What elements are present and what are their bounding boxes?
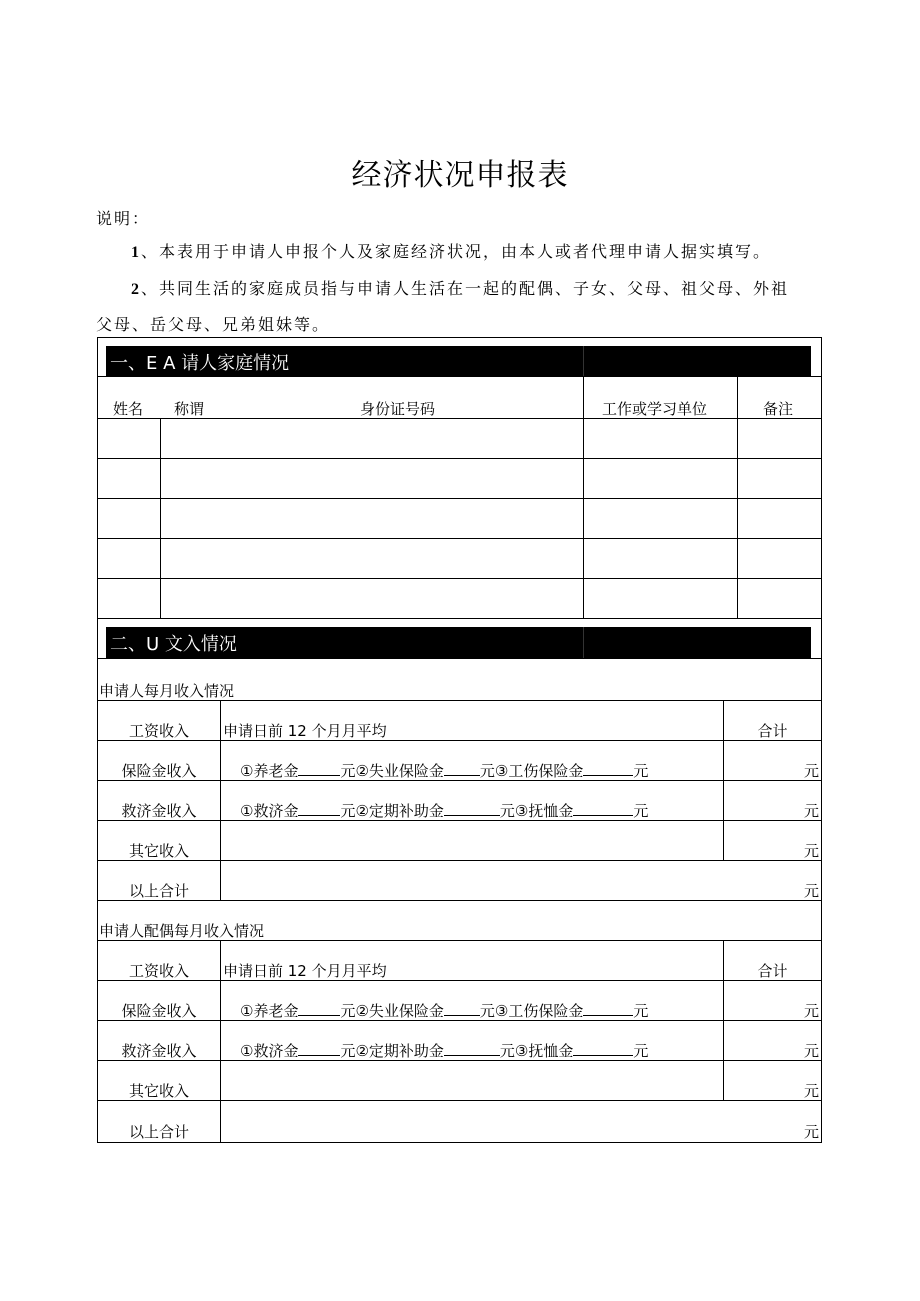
note-item-2-number: 2 [131,281,141,298]
note-item-2-text-line1: 、共同生活的家庭成员指与申请人生活在一起的配偶、子女、父母、祖父母、外祖 [141,279,790,298]
note-item-1-number: 1 [131,244,141,261]
spouse-insurance-detail: ①养老金 元②失业保险金 元③工伤保险金 元 [240,1002,649,1020]
pension-aid-blank[interactable] [573,802,633,816]
page-title: 经济状况申报表 [351,158,569,193]
spouse-relief-yuan: 元 [803,1042,819,1060]
column-header-name: 姓名 [113,400,144,418]
applicant-salary-label: 工资收入 [128,722,189,740]
spouse-sum-yuan: 元 [803,1123,819,1141]
family-member-row-4[interactable] [98,539,821,578]
column-header-remark: 备注 [763,400,794,418]
applicant-other-yuan: 元 [803,842,819,860]
note-item-1 [131,239,771,262]
column-header-work-unit: 工作或学习单位 [602,400,708,418]
applicant-insurance-label: 保险金收入 [121,762,197,780]
spouse-total-label: 合计 [757,962,788,980]
spouse-unemployment-blank[interactable] [444,1002,480,1016]
spouse-salary-desc: 申请日前 12 个月月平均 [223,962,387,980]
family-member-row-3[interactable] [98,499,821,538]
column-header-relation: 称谓 [174,400,205,418]
spouse-relief-blank[interactable] [298,1042,340,1056]
applicant-insurance-detail: ①养老金 元②失业保险金 元③工伤保险金 元 [240,762,649,780]
spouse-other-yuan: 元 [803,1082,819,1100]
section1-title: 一、E A 请人家庭情况 [110,353,290,374]
applicant-other-label: 其它收入 [128,842,189,860]
spouse-salary-label: 工资收入 [128,962,189,980]
unemployment-blank[interactable] [444,762,480,776]
pension-blank[interactable] [298,762,340,776]
spouse-pension-aid-blank[interactable] [573,1042,633,1056]
family-member-row-2[interactable] [98,459,821,498]
note-item-1-text: 、本表用于申请人申报个人及家庭经济状况，由本人或者代理申请人据实填写。 [141,242,772,261]
column-header-id-number: 身份证号码 [360,400,436,418]
relief-blank[interactable] [298,802,340,816]
applicant-insurance-yuan: 元 [803,762,819,780]
spouse-relief-label: 救济金收入 [121,1042,197,1060]
spouse-subsidy-blank[interactable] [444,1042,500,1056]
note-item-2 [131,276,789,299]
injury-blank[interactable] [583,762,633,776]
family-member-row-5[interactable] [98,579,821,618]
applicant-relief-detail: ①救济金 元②定期补助金 元③抚恤金 元 [240,802,649,820]
applicant-relief-label: 救济金收入 [121,802,197,820]
spouse-insurance-label: 保险金收入 [121,1002,197,1020]
applicant-salary-desc: 申请日前 12 个月月平均 [223,722,387,740]
spouse-insurance-yuan: 元 [803,1002,819,1020]
spouse-injury-blank[interactable] [583,1002,633,1016]
spouse-income-heading: 申请人配偶每月收入情况 [99,922,265,940]
applicant-sum-label: 以上合计 [128,882,189,900]
subsidy-blank[interactable] [444,802,500,816]
spouse-relief-detail: ①救济金 元②定期补助金 元③抚恤金 元 [240,1042,649,1060]
family-member-row-1[interactable] [98,419,821,458]
applicant-relief-yuan: 元 [803,802,819,820]
applicant-income-heading: 申请人每月收入情况 [99,682,235,700]
spouse-pension-blank[interactable] [298,1002,340,1016]
note-item-2-text-line2: 父母、岳父母、兄弟姐妹等。 [96,315,331,334]
applicant-total-label: 合计 [757,722,788,740]
section2-title: 二、U 文入情况 [110,634,237,655]
spouse-other-label: 其它收入 [128,1082,189,1100]
spouse-sum-label: 以上合计 [128,1123,189,1141]
applicant-sum-yuan: 元 [803,882,819,900]
notes-heading: 说明： [96,209,151,228]
